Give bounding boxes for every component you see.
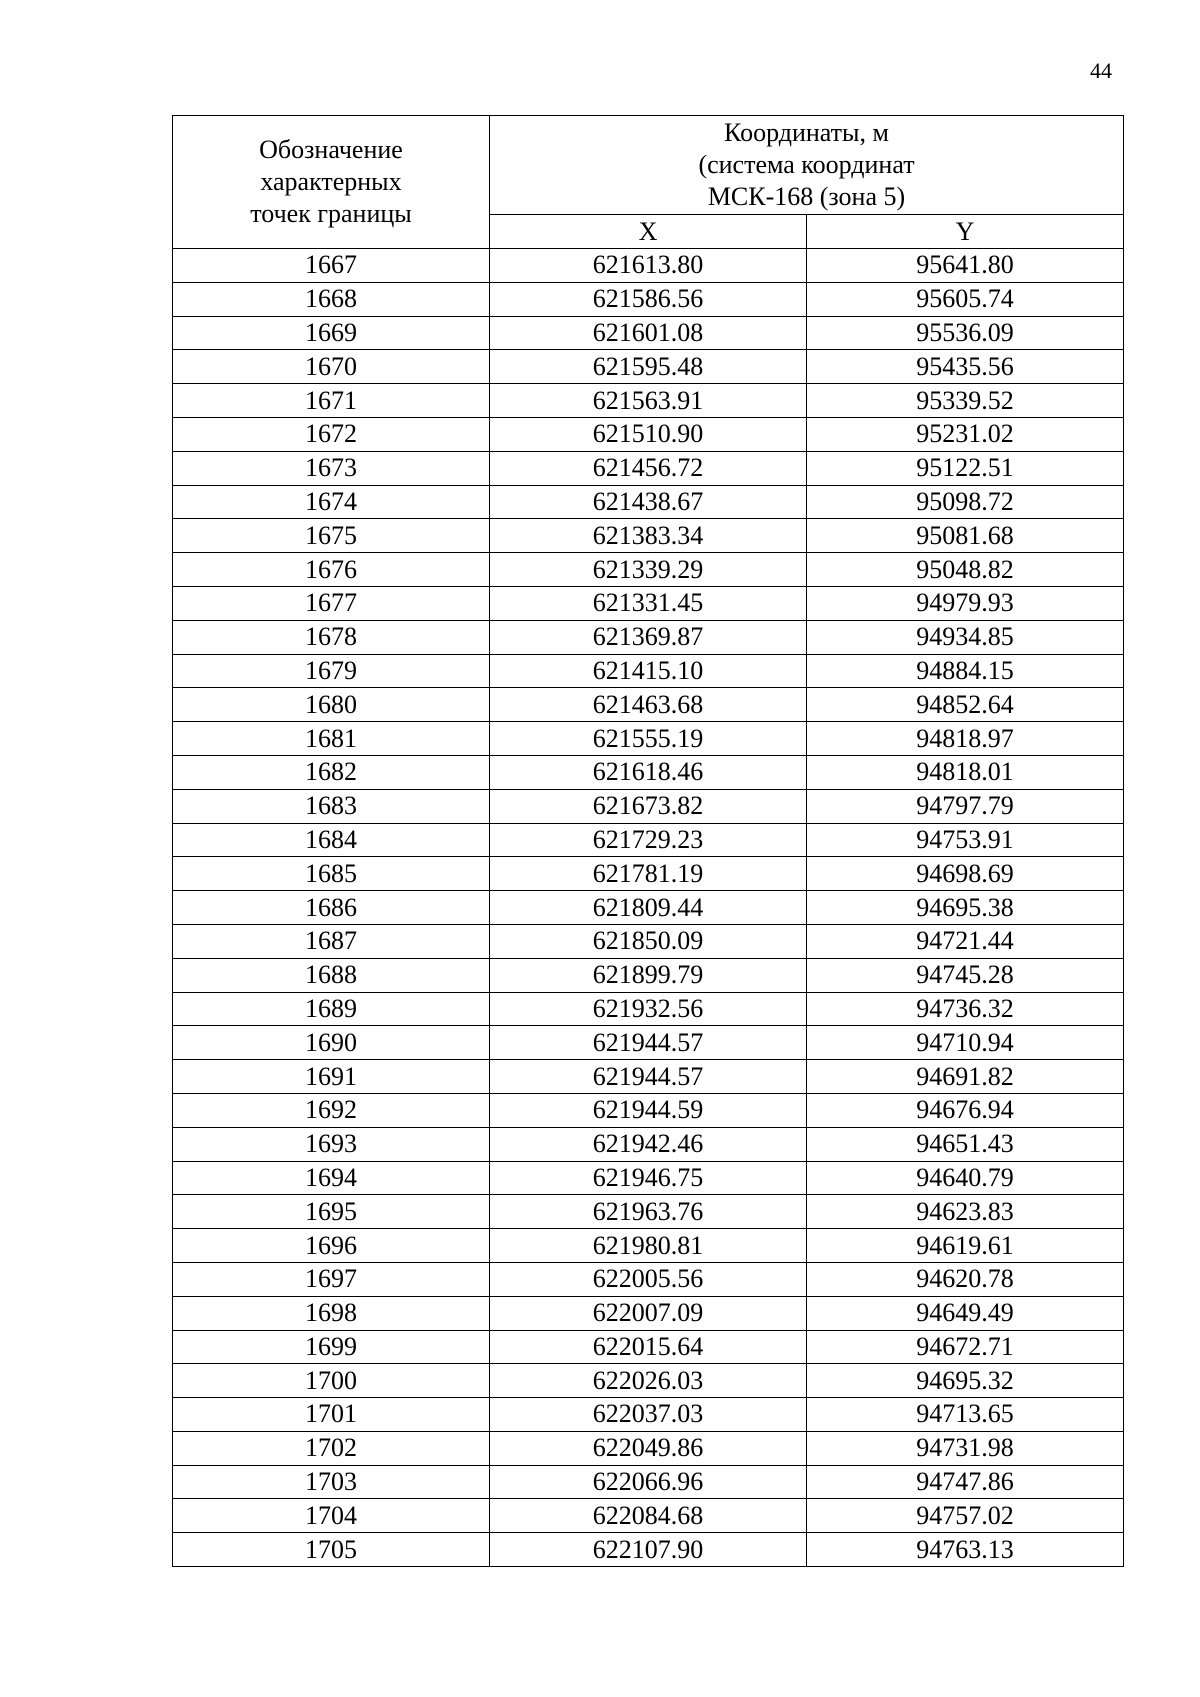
- x-cell: 621899.79: [490, 958, 807, 992]
- y-cell: 95641.80: [807, 249, 1124, 283]
- y-cell: 94619.61: [807, 1229, 1124, 1263]
- x-cell: 621980.81: [490, 1229, 807, 1263]
- y-cell: 95122.51: [807, 451, 1124, 485]
- point-cell: 1691: [173, 1060, 490, 1094]
- y-cell: 95536.09: [807, 316, 1124, 350]
- point-cell: 1693: [173, 1127, 490, 1161]
- y-cell: 94757.02: [807, 1499, 1124, 1533]
- table-row: [173, 1195, 1124, 1229]
- y-cell: 94695.38: [807, 891, 1124, 925]
- y-cell: 94623.83: [807, 1195, 1124, 1229]
- table-row: [173, 654, 1124, 688]
- table-row: [173, 1296, 1124, 1330]
- x-cell: 621415.10: [490, 654, 807, 688]
- x-cell: 621510.90: [490, 417, 807, 451]
- table-row: [173, 384, 1124, 418]
- table-row: [173, 958, 1124, 992]
- y-cell: 94852.64: [807, 688, 1124, 722]
- point-cell: 1677: [173, 586, 490, 620]
- table-row: [173, 1093, 1124, 1127]
- point-cell: 1678: [173, 620, 490, 654]
- point-cell: 1670: [173, 350, 490, 384]
- header-point-designation: [173, 116, 490, 249]
- table-row: [173, 417, 1124, 451]
- y-cell: 94721.44: [807, 924, 1124, 958]
- table-row: [173, 350, 1124, 384]
- y-cell: 95048.82: [807, 553, 1124, 587]
- x-cell: 621369.87: [490, 620, 807, 654]
- y-cell: 94979.93: [807, 586, 1124, 620]
- x-cell: 621944.57: [490, 1060, 807, 1094]
- point-cell: 1679: [173, 654, 490, 688]
- table-row: [173, 891, 1124, 925]
- point-cell: 1667: [173, 249, 490, 283]
- y-cell: 95098.72: [807, 485, 1124, 519]
- point-cell: 1681: [173, 722, 490, 756]
- x-cell: 621729.23: [490, 823, 807, 857]
- table-row: [173, 1127, 1124, 1161]
- table-row: [173, 620, 1124, 654]
- y-cell: 94710.94: [807, 1026, 1124, 1060]
- x-cell: 621555.19: [490, 722, 807, 756]
- y-cell: 94698.69: [807, 857, 1124, 891]
- x-cell: 621331.45: [490, 586, 807, 620]
- point-cell: 1702: [173, 1431, 490, 1465]
- table-row: [173, 789, 1124, 823]
- x-cell: 622066.96: [490, 1465, 807, 1499]
- table-header: [173, 116, 1124, 249]
- table-row: [173, 1364, 1124, 1398]
- x-cell: 621339.29: [490, 553, 807, 587]
- point-cell: 1674: [173, 485, 490, 519]
- x-cell: 621586.56: [490, 282, 807, 316]
- x-cell: 621463.68: [490, 688, 807, 722]
- table-row: [173, 1229, 1124, 1263]
- table-row: [173, 1330, 1124, 1364]
- point-cell: 1704: [173, 1499, 490, 1533]
- y-cell: 94691.82: [807, 1060, 1124, 1094]
- y-cell: 94884.15: [807, 654, 1124, 688]
- x-cell: 622107.90: [490, 1533, 807, 1567]
- y-cell: 94676.94: [807, 1093, 1124, 1127]
- y-cell: 95435.56: [807, 350, 1124, 384]
- point-cell: 1683: [173, 789, 490, 823]
- coordinates-table: [172, 115, 1124, 1567]
- y-cell: 94695.32: [807, 1364, 1124, 1398]
- table-row: [173, 924, 1124, 958]
- point-cell: 1676: [173, 553, 490, 587]
- y-cell: 94649.49: [807, 1296, 1124, 1330]
- header-coords-line: Координаты, м: [724, 117, 889, 147]
- x-cell: 621963.76: [490, 1195, 807, 1229]
- x-cell: 621932.56: [490, 992, 807, 1026]
- x-cell: 621595.48: [490, 350, 807, 384]
- point-cell: 1699: [173, 1330, 490, 1364]
- x-cell: 621601.08: [490, 316, 807, 350]
- point-cell: 1697: [173, 1262, 490, 1296]
- point-cell: 1690: [173, 1026, 490, 1060]
- table-row: [173, 755, 1124, 789]
- x-cell: 621438.67: [490, 485, 807, 519]
- point-cell: 1672: [173, 417, 490, 451]
- x-cell: 622049.86: [490, 1431, 807, 1465]
- point-cell: 1689: [173, 992, 490, 1026]
- table-body: [173, 249, 1124, 1567]
- y-cell: 95339.52: [807, 384, 1124, 418]
- point-cell: 1705: [173, 1533, 490, 1567]
- x-cell: 622084.68: [490, 1499, 807, 1533]
- y-cell: 94747.86: [807, 1465, 1124, 1499]
- x-cell: 621613.80: [490, 249, 807, 283]
- point-cell: 1685: [173, 857, 490, 891]
- header-x: X: [490, 214, 807, 248]
- point-cell: 1686: [173, 891, 490, 925]
- header-coords-line: (система координат: [698, 149, 915, 179]
- y-cell: 94731.98: [807, 1431, 1124, 1465]
- x-cell: 621673.82: [490, 789, 807, 823]
- table-row: [173, 249, 1124, 283]
- table-row: [173, 1465, 1124, 1499]
- table-row: [173, 1431, 1124, 1465]
- table-row: [173, 992, 1124, 1026]
- point-cell: 1669: [173, 316, 490, 350]
- y-cell: 94753.91: [807, 823, 1124, 857]
- y-cell: 94640.79: [807, 1161, 1124, 1195]
- y-cell: 94763.13: [807, 1533, 1124, 1567]
- y-cell: 94934.85: [807, 620, 1124, 654]
- y-cell: 94713.65: [807, 1398, 1124, 1432]
- table-row: [173, 688, 1124, 722]
- point-cell: 1701: [173, 1398, 490, 1432]
- y-cell: 94620.78: [807, 1262, 1124, 1296]
- header-y: Y: [807, 214, 1124, 248]
- x-cell: 621456.72: [490, 451, 807, 485]
- x-cell: 621944.59: [490, 1093, 807, 1127]
- point-cell: 1682: [173, 755, 490, 789]
- x-cell: 622015.64: [490, 1330, 807, 1364]
- y-cell: 95081.68: [807, 519, 1124, 553]
- x-cell: 621809.44: [490, 891, 807, 925]
- x-cell: 621944.57: [490, 1026, 807, 1060]
- y-cell: 94736.32: [807, 992, 1124, 1026]
- page-number: 44: [1090, 58, 1112, 83]
- y-cell: 94672.71: [807, 1330, 1124, 1364]
- point-cell: 1703: [173, 1465, 490, 1499]
- table-row: [173, 823, 1124, 857]
- point-cell: 1687: [173, 924, 490, 958]
- point-cell: 1700: [173, 1364, 490, 1398]
- x-cell: 622037.03: [490, 1398, 807, 1432]
- point-cell: 1695: [173, 1195, 490, 1229]
- y-cell: 94818.97: [807, 722, 1124, 756]
- table-row: [173, 1499, 1124, 1533]
- x-cell: 621781.19: [490, 857, 807, 891]
- point-cell: 1694: [173, 1161, 490, 1195]
- point-cell: 1692: [173, 1093, 490, 1127]
- table-row: [173, 485, 1124, 519]
- table-row: [173, 1161, 1124, 1195]
- point-cell: 1698: [173, 1296, 490, 1330]
- point-cell: 1673: [173, 451, 490, 485]
- header-coordinates: [490, 116, 1124, 215]
- x-cell: 621942.46: [490, 1127, 807, 1161]
- point-cell: 1684: [173, 823, 490, 857]
- x-cell: 622007.09: [490, 1296, 807, 1330]
- table-row: [173, 1262, 1124, 1296]
- table-row: [173, 857, 1124, 891]
- x-cell: 621850.09: [490, 924, 807, 958]
- x-cell: 621946.75: [490, 1161, 807, 1195]
- point-cell: 1668: [173, 282, 490, 316]
- y-cell: 95605.74: [807, 282, 1124, 316]
- table-row: [173, 316, 1124, 350]
- header-designation-line: Обозначение: [259, 135, 403, 164]
- x-cell: 622026.03: [490, 1364, 807, 1398]
- y-cell: 95231.02: [807, 417, 1124, 451]
- x-cell: 622005.56: [490, 1262, 807, 1296]
- table-row: [173, 1533, 1124, 1567]
- table-row: [173, 586, 1124, 620]
- x-cell: 621383.34: [490, 519, 807, 553]
- table-row: [173, 553, 1124, 587]
- table-row: [173, 519, 1124, 553]
- y-cell: 94818.01: [807, 755, 1124, 789]
- point-cell: 1675: [173, 519, 490, 553]
- table-row: [173, 1398, 1124, 1432]
- point-cell: 1680: [173, 688, 490, 722]
- table-row: [173, 282, 1124, 316]
- x-cell: 621563.91: [490, 384, 807, 418]
- header-designation-line: точек границы: [250, 199, 412, 228]
- table-row: [173, 451, 1124, 485]
- header-coords-line: МСК-168 (зона 5): [707, 181, 906, 211]
- table-row: [173, 1026, 1124, 1060]
- y-cell: 94651.43: [807, 1127, 1124, 1161]
- header-designation-line: характерных: [260, 167, 402, 196]
- table-row: [173, 722, 1124, 756]
- point-cell: 1688: [173, 958, 490, 992]
- table-row: [173, 1060, 1124, 1094]
- point-cell: 1671: [173, 384, 490, 418]
- x-cell: 621618.46: [490, 755, 807, 789]
- point-cell: 1696: [173, 1229, 490, 1263]
- y-cell: 94797.79: [807, 789, 1124, 823]
- y-cell: 94745.28: [807, 958, 1124, 992]
